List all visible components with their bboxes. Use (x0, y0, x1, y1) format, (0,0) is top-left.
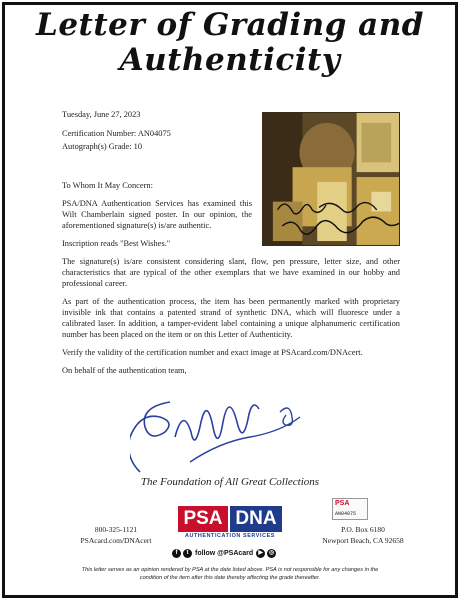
facebook-icon: f (172, 549, 181, 558)
social-bar (172, 549, 290, 561)
twitter-icon: t (183, 549, 192, 558)
contact-right (308, 524, 418, 546)
disclaimer-line-1: This letter serves as an opinion rendered by PSA at the date listed above. PSA is not responsible for any changes in the (81, 567, 379, 573)
paragraph-consistency: The signature(s) is/are consistent considering slant, flow, pen pressure, letter size, and other characteristics that are typical of the other exemplars that we have examined in our hobby and professional career. (62, 256, 400, 288)
logo-dna: DNA (230, 506, 282, 532)
youtube-icon: ▶ (256, 549, 265, 558)
paragraph-verify: Verify the validity of the certification number and exact image at PSAcard.com/DNAcert. (62, 347, 363, 357)
logo-subtitle: AUTHENTICATION SERVICES (185, 533, 275, 539)
paragraph-examination: PSA/DNA Authentication Services has examined this Wilt Chamberlain signed poster. In our opinion, the aforementioned signature(s) is/are authentic. (62, 198, 252, 231)
psa-label-cert: AN04075 (335, 511, 357, 517)
header-line-1: Letter of Grading and (36, 7, 424, 43)
contact-po-box: P.O. Box 6180 (341, 525, 385, 534)
foundation-tagline: The Foundation of All Great Collections (140, 476, 320, 488)
authenticator-signature (130, 392, 320, 480)
letter-meta (62, 108, 171, 153)
logo-psa: PSA (178, 506, 228, 532)
psa-cert-label (332, 498, 368, 520)
social-handle: follow @PSAcard (195, 550, 254, 557)
contact-web: PSAcard.com/DNAcert (80, 536, 152, 545)
contact-phone: 800-325-1121 (94, 525, 138, 534)
psa-dna-logo (178, 506, 282, 542)
letter-date: Tuesday, June 27, 2023 (62, 110, 141, 119)
autograph-grade: Autograph(s) Grade: 10 (62, 142, 143, 151)
header-line-2: Authenticity (119, 42, 341, 78)
disclaimer-line-2: condition of the item after this date thereby affecting the grade thereafter. (139, 575, 321, 581)
disclaimer (40, 566, 420, 582)
paragraph-process: As part of the authentication process, the item has been permanently marked with proprietary invisible ink that contains a patented strand of synthetic DNA, which will fluoresce under a calibrated laser. In addition, a tamper-evident label containing a unique alphanumeric certification number has been placed on the item or on this Letter of Authenticity. (62, 296, 400, 340)
letter-body (62, 180, 400, 382)
letter-header (0, 7, 460, 78)
instagram-icon: ◎ (269, 550, 275, 556)
paragraph-inscription: Inscription reads "Best Wishes." (62, 238, 171, 248)
salutation: To Whom It May Concern: (62, 181, 153, 190)
paragraph-closing: On behalf of the authentication team, (62, 365, 187, 375)
contact-city: Newport Beach, CA 92658 (322, 536, 404, 545)
psa-label-brand: PSA (335, 500, 350, 507)
certification-number: Certification Number: AN04075 (62, 129, 171, 138)
contact-left (76, 524, 156, 546)
